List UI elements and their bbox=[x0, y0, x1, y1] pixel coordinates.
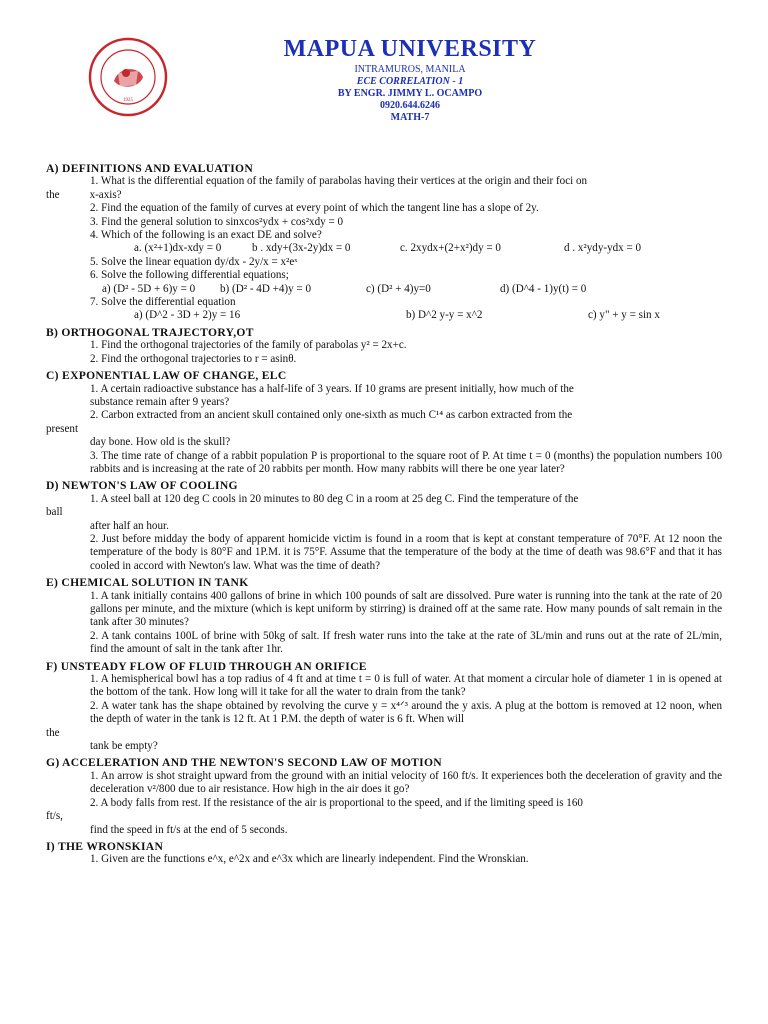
section-heading-c: C) EXPONENTIAL LAW OF CHANGE, ELC bbox=[46, 369, 287, 383]
wrap-prefix: ball bbox=[46, 506, 63, 519]
problem-a6-options bbox=[46, 283, 722, 296]
section-heading-f: F) UNSTEADY FLOW OF FLUID THROUGH AN ORIFICE bbox=[46, 659, 367, 673]
problem-g1: 1. An arrow is shot straight upward from the ground with an initial velocity of 160 ft/s. It experiences both the deceleration of gravity and the deceleration v²/800 due to air resistance. How high in the air does it go? bbox=[90, 769, 722, 796]
option-a: a. (x²+1)dx-xdy = 0 bbox=[134, 242, 222, 255]
option-b: b . xdy+(3x-2y)dx = 0 bbox=[252, 242, 351, 255]
course-title: ECE CORRELATION - 1 bbox=[356, 76, 464, 87]
option-c: c) y" + y = sin x bbox=[588, 309, 660, 322]
option-c: c) (D² + 4)y=0 bbox=[366, 282, 431, 295]
problem-a7-options bbox=[46, 309, 722, 322]
section-heading-a: A) DEFINITIONS AND EVALUATION bbox=[46, 162, 254, 175]
section-heading-i: I) THE WRONSKIAN bbox=[46, 839, 164, 853]
problem-set bbox=[46, 162, 722, 867]
problem-a3: 3. Find the general solution to sinxcos²ydx + cos²xdy = 0 bbox=[90, 215, 344, 228]
problem-a1-line2 bbox=[46, 189, 722, 202]
option-a: a) (D² - 5D + 6)y = 0 bbox=[102, 282, 196, 295]
problem-b2: 2. Find the orthogonal trajectories to r = asinθ. bbox=[90, 352, 297, 365]
problem-g2-line1: 2. A body falls from rest. If the resistance of the air is proportional to the speed, and if the limiting speed is 160 bbox=[90, 796, 583, 809]
problem-f2-line1: 2. A water tank has the shape obtained by revolving the curve y = x⁴ᐟ³ around the y axis. A plug at the bottom is removed at 12 noon, when the depth of water in the tank is 12 ft. At 1 P.M. the depth of water is 6 ft. When will bbox=[90, 699, 722, 726]
section-heading-g: G) ACCELERATION AND THE NEWTON'S SECOND LAW OF MOTION bbox=[46, 756, 442, 770]
problem-a4-options bbox=[46, 242, 722, 255]
problem-b1: 1. Find the orthogonal trajectories of the family of parabolas y² = 2x+c. bbox=[90, 339, 407, 352]
option-b: b) (D² - 4D +4)y = 0 bbox=[220, 282, 312, 295]
section-heading-d: D) NEWTON'S LAW OF COOLING bbox=[46, 479, 238, 493]
problem-a5: 5. Solve the linear equation dy/dx - 2y/x = x²eˣ bbox=[90, 255, 298, 268]
university-title: MAPUA UNIVERSITY bbox=[283, 36, 537, 62]
option-a: a) (D^2 - 3D + 2)y = 16 bbox=[134, 309, 241, 322]
section-heading-b: B) ORTHOGONAL TRAJECTORY,OT bbox=[46, 325, 254, 339]
option-d: d) (D^4 - 1)y(t) = 0 bbox=[500, 282, 587, 295]
problem-a2: 2. Find the equation of the family of curves at every point of which the tangent line has a slope of 2y. bbox=[90, 202, 539, 215]
campus-location: INTRAMUROS, MANILA bbox=[354, 64, 466, 75]
wrap-prefix: the bbox=[46, 726, 60, 739]
problem-d2: 2. Just before midday the body of apparent homicide victim is found in a room that is kept at constant temperature of 70°F. At 12 noon the temperature of the body is 80°F and 1P.M. it is 75°F. Assume that the temperature of the body at the time of death was 98.6°F and that it has cooled in accord with Newton's law. What was the time of death? bbox=[90, 532, 722, 572]
option-c: c. 2xydx+(2+x²)dy = 0 bbox=[400, 242, 501, 255]
author-line: BY ENGR. JIMMY L. OCAMPO bbox=[337, 88, 483, 99]
problem-g2-line2: find the speed in ft/s at the end of 5 seconds. bbox=[90, 823, 288, 836]
subject-code: MATH-7 bbox=[390, 112, 430, 123]
problem-d1-line1: 1. A steel ball at 120 deg C cools in 20 minutes to 80 deg C in a room at 25 deg C. Find the temperature of the bbox=[90, 492, 579, 505]
phone-number: 0920.644.6246 bbox=[380, 100, 440, 111]
option-d: d . x²ydy-ydx = 0 bbox=[564, 242, 642, 255]
option-b: b) D^2 y-y = x^2 bbox=[406, 309, 483, 322]
wrap-prefix: ft/s, bbox=[46, 810, 63, 823]
section-heading-e: E) CHEMICAL SOLUTION IN TANK bbox=[46, 576, 249, 590]
problem-c3: 3. The time rate of change of a rabbit population P is proportional to the square root of P. At time t = 0 (months) the population numbers 100 rabbits and is increasing at the rate of 20 rabbits per month. How many rabbits will there be one year later? bbox=[90, 449, 722, 475]
problem-a7: 7. Solve the differential equation bbox=[90, 296, 236, 309]
problem-a6: 6. Solve the following differential equations; bbox=[90, 269, 289, 282]
problem-f1: 1. A hemispherical bowl has a top radius of 4 ft and at time t = 0 is full of water. At that moment a circular hole of diameter 1 in is opened at the bottom of the tank. How long will it take for all the water to drain from the tank? bbox=[90, 673, 722, 699]
problem-a4: 4. Which of the following is an exact DE and solve? bbox=[90, 229, 322, 242]
problem-f2-line2: tank be empty? bbox=[90, 740, 158, 753]
problem-c1-line1: 1. A certain radioactive substance has a half-life of 3 years. If 10 grams are present initially, how much of the bbox=[90, 382, 574, 395]
problem-i1: 1. Given are the functions e^x, e^2x and e^3x which are linearly independent. Find the Wronskian. bbox=[90, 853, 529, 866]
seal-year: 1925 bbox=[123, 98, 133, 103]
problem-d1-line2: after half an hour. bbox=[90, 519, 169, 532]
problem-c2-line1: 2. Carbon extracted from an ancient skull contained only one-sixth as much C¹⁴ as carbon extracted from the bbox=[90, 409, 573, 422]
wrap-prefix: the bbox=[46, 188, 60, 201]
wrap-text: x-axis? bbox=[89, 188, 122, 201]
problem-a1-line1: 1. What is the differential equation of the family of parabolas having their vertices at the origin and their foci on bbox=[90, 175, 588, 188]
problem-c2-line2: day bone. How old is the skull? bbox=[90, 436, 231, 449]
university-seal-logo bbox=[88, 37, 168, 117]
wrap-prefix: present bbox=[46, 422, 79, 435]
problem-c1-line2: substance remain after 9 years? bbox=[90, 395, 230, 408]
problem-e1: 1. A tank initially contains 400 gallons of brine in which 100 pounds of salt are dissolved. Pure water is running into the tank at the rate of 20 gallons per minute, and the mixture (which is kept uniform by stirring) is drained off at the same rate. How many pounds of salt remain in the tank after 30 minutes? bbox=[90, 589, 722, 629]
problem-e2: 2. A tank contains 100L of brine with 50kg of salt. If fresh water runs into the take at the rate of 3L/min and runs out at the rate of 2L/min, find the amount of salt in the tank after 1hr. bbox=[90, 629, 722, 656]
